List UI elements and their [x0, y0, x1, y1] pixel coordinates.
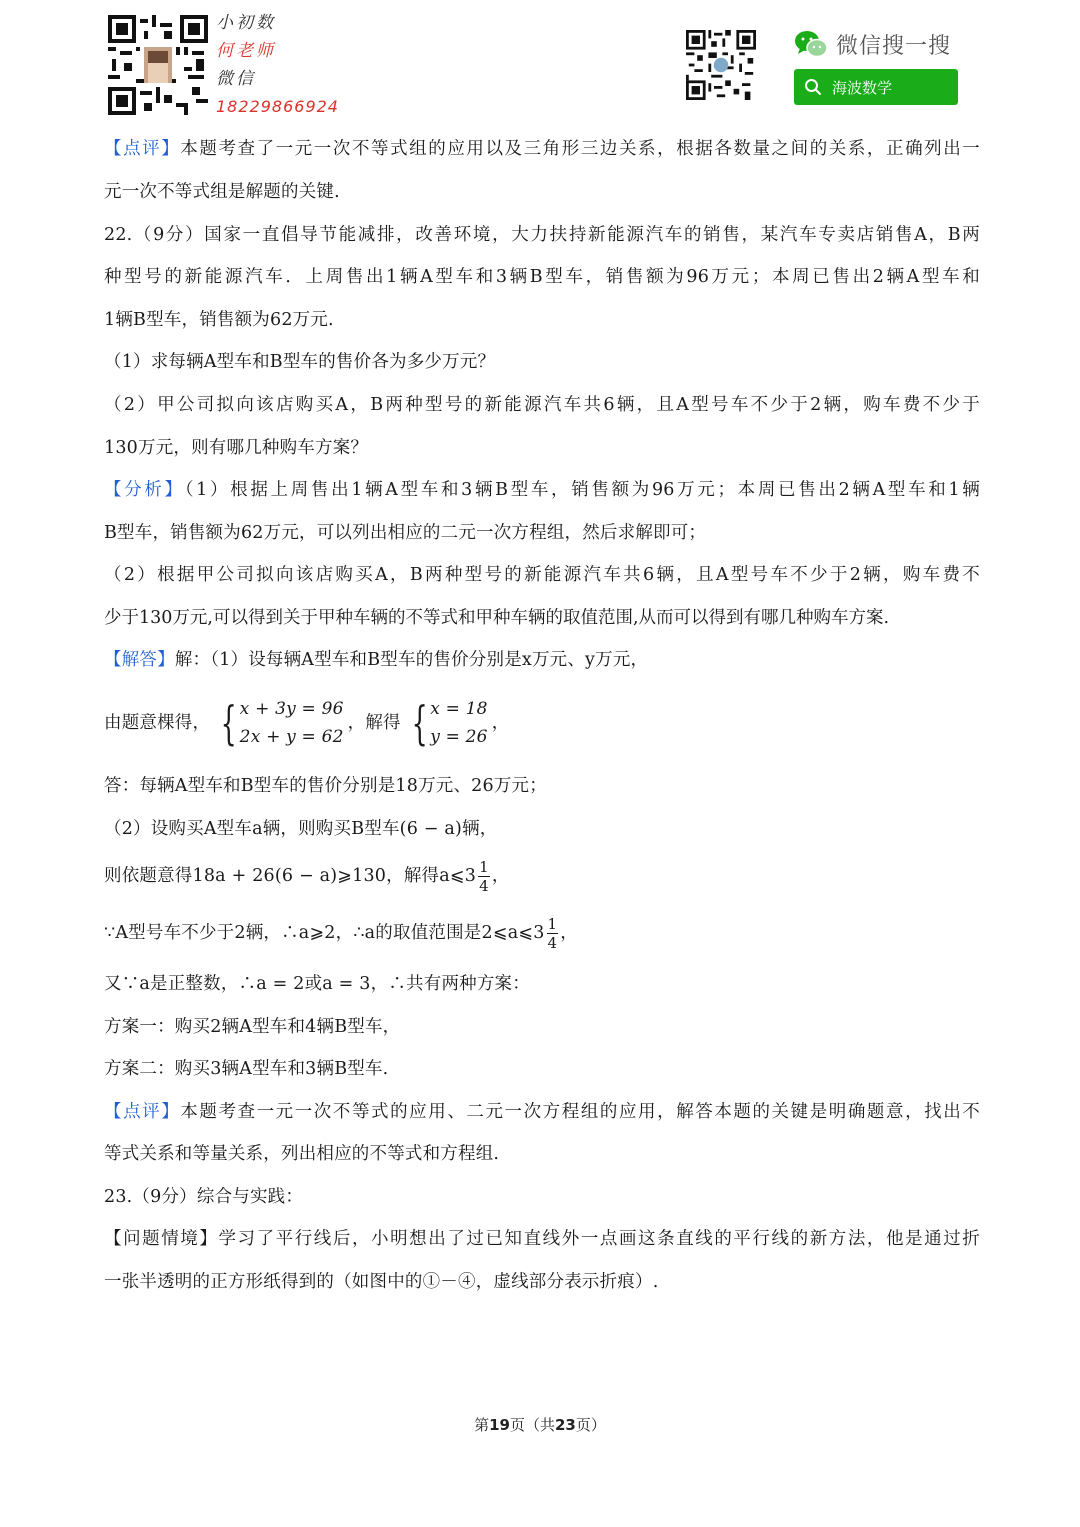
analysis-tag: 【分析】: [104, 480, 185, 500]
equation: y = 26: [430, 727, 488, 747]
text-line: 【分析】（1）根据上周售出1辆A型车和3辆B型车，销售额为96万元；本周已售出2辆A型车和1辆: [104, 480, 980, 500]
question-22: 22.（9分）国家一直倡导节能减排，改善环境，大力扶持新能源汽车的销售，某汽车专卖店销售A，B两: [104, 225, 980, 245]
text-line: 少于130万元,可以得到关于甲种车辆的不等式和甲种车辆的取值范围,从而可以得到有哪几种购车方案.: [104, 608, 890, 628]
text-line: 一张半透明的正方形纸得到的（如图中的①－④，虚线部分表示折痕）.: [104, 1272, 659, 1292]
qr-code-icon: [108, 15, 208, 115]
text-line: 1辆B型车，销售额为62万元.: [104, 310, 334, 330]
text-line: 130万元，则有哪几种购车方案？: [104, 438, 369, 458]
wechat-title-text: 微信搜一搜: [836, 33, 952, 59]
text-line: 方案二：购买3辆A型车和3辆B型车.: [104, 1059, 389, 1079]
text-line: 【点评】本题考查一元一次不等式的应用、二元一次方程组的应用，解答本题的关键是明确题意，找出不: [104, 1102, 980, 1122]
wechat-search-button[interactable]: [794, 69, 958, 105]
search-label: 海波数学: [832, 78, 893, 97]
equation: 2x + y = 62: [239, 727, 344, 747]
text-line: （2）设购买A型车a辆，则购买B型车(6 − a)辆，: [104, 819, 498, 839]
equation-system: { x + 3y = 96 2x + y = 62: [220, 696, 344, 750]
handwriting-line: 小初数: [216, 13, 276, 33]
wechat-search-title: [794, 26, 951, 62]
page-number: 第19页（共23页）: [474, 1416, 606, 1434]
fraction: $\frac{1}{4}$: [479, 857, 489, 895]
inequality-line: 则依题意得18a + 26(6 − a)⩾130，解得a⩽3 $\frac{1}{4}$ ，: [104, 857, 510, 895]
equation: x = 18: [430, 699, 488, 719]
handwriting-line: 何老师: [216, 41, 276, 61]
page-header: [0, 0, 1080, 125]
sub-question: （1）求每辆A型车和B型车的售价各为多少万元？: [104, 352, 496, 372]
text-line: 种型号的新能源汽车．上周售出1辆A型车和3辆B型车，销售额为96万元；本周已售出2辆A型车和: [104, 267, 980, 287]
equation-line: 由题意棵得， { x + 3y = 96 2x + y = 62 ，解得 { x = 18 y = 26 ，: [104, 696, 510, 750]
equation: x + 3y = 96: [239, 699, 344, 719]
comment-tag: 【点评】: [104, 1102, 181, 1122]
answer-tag: 【解答】: [104, 650, 175, 670]
search-icon: [804, 78, 822, 96]
text-line: 等式关系和等量关系，列出相应的不等式和方程组.: [104, 1144, 500, 1164]
text-line: 【问题情境】学习了平行线后，小明想出了过已知直线外一点画这条直线的平行线的新方法，他是通过折: [104, 1229, 980, 1249]
range-line: ∵A型号车不少于2辆，∴a⩾2，∴a的取值范围是2⩽a⩽3 $\frac{1}{4}$ ，: [104, 914, 578, 952]
text-line: 【解答】解：（1）设每辆A型车和B型车的售价分别是x万元、y万元，: [104, 650, 649, 670]
text-line: 答：每辆A型车和B型车的售价分别是18万元、26万元；: [104, 776, 547, 796]
fraction: $\frac{1}{4}$: [547, 914, 558, 952]
solution-system: { x = 18 y = 26: [411, 696, 488, 750]
wechat-logo-icon: [794, 29, 828, 59]
text-line: （2）根据甲公司拟向该店购买A，B两种型号的新能源汽车共6辆，且A型号车不少于2辆，购车费不: [104, 565, 980, 585]
text-line: 元一次不等式组是解题的关键.: [104, 182, 340, 202]
sub-question: （2）甲公司拟向该店购买A，B两种型号的新能源汽车共6辆，且A型号车不少于2辆，购车费不少于: [104, 395, 980, 415]
handwriting-line: 微信: [216, 69, 256, 89]
qr-code-icon: [686, 30, 756, 100]
comment-tag: 【点评】: [104, 139, 181, 159]
text-line: 方案一：购买2辆A型车和4辆B型车，: [104, 1017, 401, 1037]
text-line: 又∵a是正整数，∴a = 2或a = 3，∴共有两种方案：: [104, 974, 530, 994]
text-line: B型车，销售额为62万元，可以列出相应的二元一次方程组，然后求解即可；: [104, 523, 707, 543]
handwriting-phone: 18229866924: [216, 97, 339, 116]
question-23: 23.（9分）综合与实践：: [104, 1187, 304, 1207]
text-line: 【点评】本题考查了一元一次不等式组的应用以及三角形三边关系，根据各数量之间的关系，正确列出一: [104, 139, 980, 159]
